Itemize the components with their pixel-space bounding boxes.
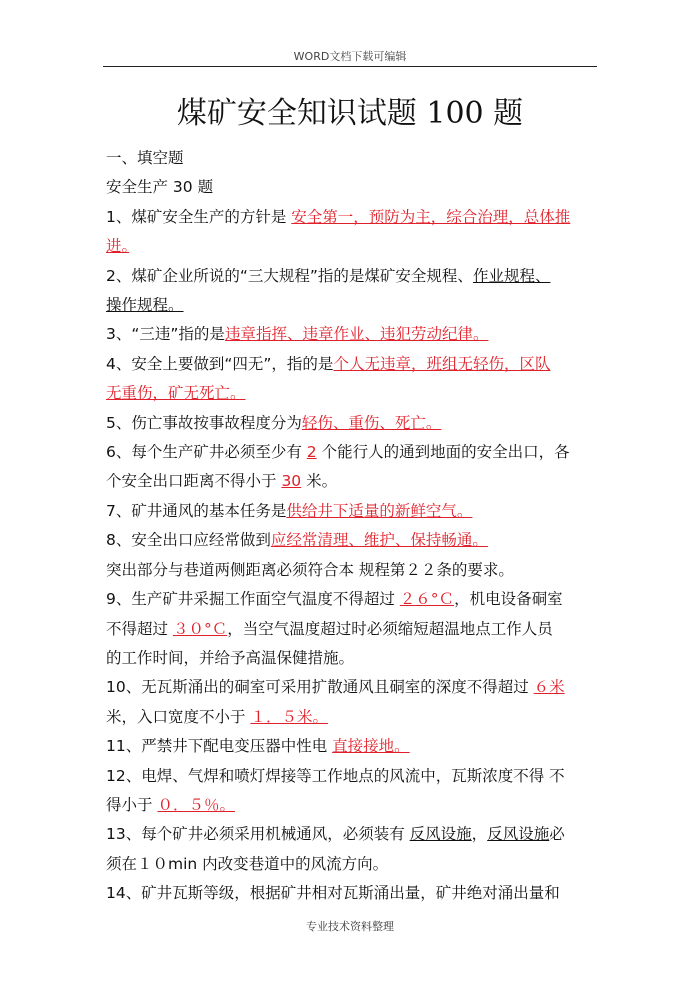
question-text: 13、每个矿井必须采用机械通风，必须装有 [106, 825, 410, 844]
question-text: 必 [549, 825, 565, 844]
answer-text: 安全第一，预防为主，综合治理，总体推 [291, 207, 571, 226]
document-body [106, 144, 596, 909]
question-text: 11、严禁井下配电变压器中性电 [106, 737, 333, 756]
section-heading: 一、填空题 [106, 149, 184, 167]
question-8-line-2: 突出部分与巷道两侧距离必须符合本 规程第２２条的要求。 [106, 560, 514, 579]
page-title: 煤矿安全知识试题 100 题 [176, 96, 524, 131]
question-4-line-1 [106, 350, 596, 379]
answer-text: 进。 [106, 237, 130, 256]
answer-text: 操作规程。 [106, 296, 184, 315]
question-text: 4、安全上要做到“四无”，指的是 [106, 354, 334, 373]
question-text: 9、生产矿井采掘工作面空气温度不得超过 [106, 590, 400, 609]
question-3 [106, 320, 596, 349]
question-text: 个能行人的通到地面的安全出口，各 [316, 443, 570, 462]
question-8-line-1 [106, 526, 596, 555]
header-divider [103, 66, 597, 67]
answer-text: ３０°Ｃ [172, 619, 228, 638]
question-9-line-2 [106, 615, 596, 644]
question-text: 1、煤矿安全生产的方针是 [106, 207, 292, 226]
question-2-line-1 [106, 262, 596, 291]
question-6-line-1 [106, 438, 596, 467]
question-text: 6、每个生产矿井必须至少有 [106, 443, 307, 462]
answer-text: 违章指挥、违章作业、违犯劳动纪律。 [224, 325, 489, 344]
answer-text: ２６°Ｃ [399, 590, 455, 609]
answer-text: 反风设施 [409, 825, 472, 844]
question-text: ，机电设备硐室 [454, 590, 563, 609]
question-12-line-1: 12、电焊、气焊和喷灯焊接等工作地点的风流中，瓦斯浓度不得 不 [106, 766, 565, 785]
question-12-line-2 [106, 791, 596, 820]
question-11 [106, 732, 596, 761]
question-text: 10、无瓦斯涌出的硐室可采用扩散通风且硐室的深度不得超过 [106, 678, 534, 697]
answer-text: 2 [306, 443, 317, 462]
question-2-line-2 [106, 291, 596, 320]
answer-text: 反风设施 [487, 825, 550, 844]
question-text: 米。 [301, 472, 338, 491]
answer-text: ０．５％。 [157, 795, 235, 814]
question-text: ，当空气温度超过时必须缩短超温地点工作人员 [227, 619, 553, 638]
question-6-line-2 [106, 467, 596, 496]
question-14-line-1: 14、矿井瓦斯等级，根据矿井相对瓦斯涌出量，矿井绝对涌出量和 [106, 884, 560, 903]
question-7 [106, 497, 596, 526]
answer-text: 个人无违章，班组无轻伤，区队 [333, 354, 551, 373]
question-text: 5、伤亡事故按事故程度分为 [106, 413, 302, 432]
page-footer: 专业技术资料整理 [306, 920, 394, 933]
question-text: 8、安全出口应经常做到 [106, 531, 271, 550]
question-13-line-2: 须在１０min 内改变巷道中的风流方向。 [106, 854, 389, 873]
answer-text: 作业规程、 [472, 266, 551, 285]
page-header: WORD文档下载可编辑 [293, 50, 407, 63]
subsection-heading: 安全生产 30 题 [106, 178, 214, 197]
question-text: 米，入口宽度不小于 [106, 707, 251, 726]
question-text: 7、矿井通风的基本任务是 [106, 501, 287, 520]
answer-text: 应经常清理、维护、保持畅通。 [270, 531, 488, 550]
question-9-line-1 [106, 585, 596, 614]
answer-text: 无重伤，矿无死亡。 [106, 384, 246, 403]
question-10-line-2 [106, 703, 596, 732]
question-1-line-1 [106, 203, 596, 232]
question-10-line-1 [106, 673, 596, 702]
question-text: ， [471, 825, 488, 844]
answer-text: 供给井下适量的新鲜空气。 [286, 501, 473, 520]
answer-text: ６米 [533, 678, 565, 697]
answer-text: 30 [281, 472, 302, 491]
question-text: 个安全出口距离不得小于 [106, 472, 282, 491]
question-text: 2、煤矿企业所说的“三大规程”指的是煤矿安全规程、 [106, 266, 473, 285]
question-text: 3、“三违”指的是 [106, 325, 225, 344]
answer-text: 直接接地。 [332, 737, 410, 756]
question-4-line-2 [106, 379, 596, 408]
answer-text: １．５米。 [250, 707, 328, 726]
question-1-line-2 [106, 232, 596, 261]
question-9-line-3: 的工作时间，并给予高温保健措施。 [106, 648, 355, 667]
question-text: 得小于 [106, 795, 158, 814]
answer-text: 轻伤、重伤、死亡。 [301, 413, 442, 432]
question-13-line-1 [106, 820, 596, 849]
question-5 [106, 409, 596, 438]
question-text: 不得超过 [106, 619, 173, 638]
